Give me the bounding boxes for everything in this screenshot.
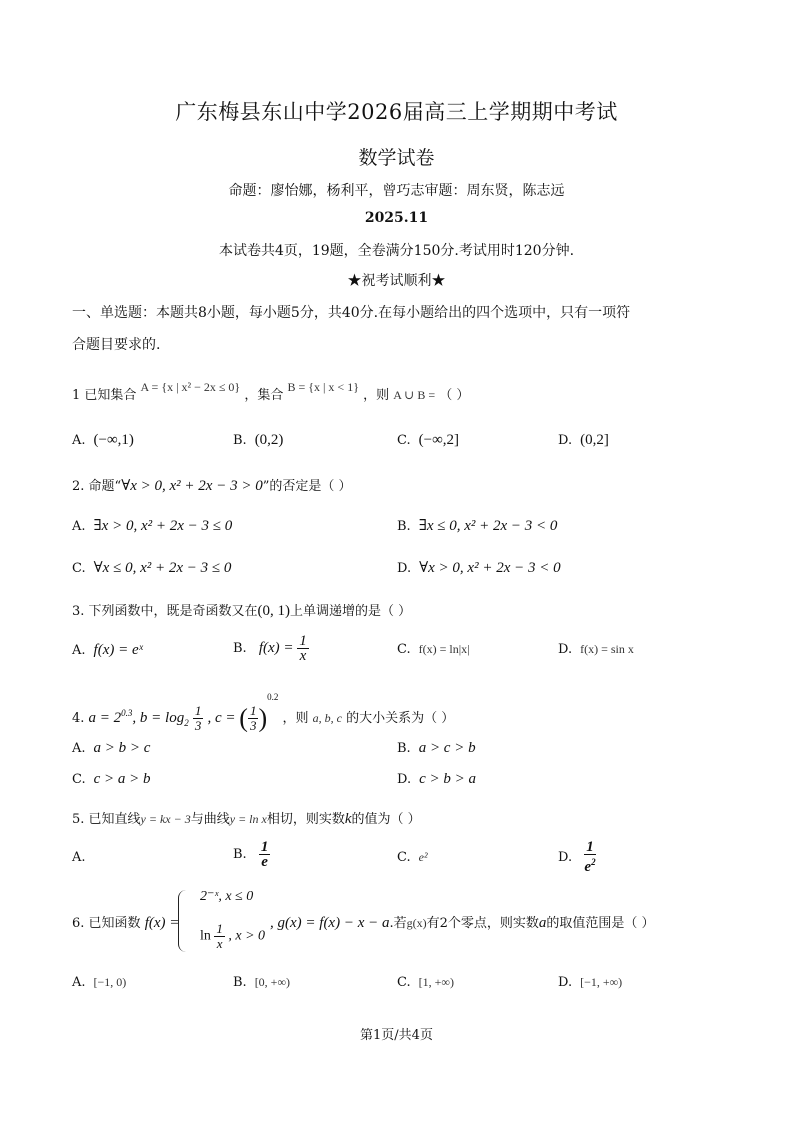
q2-option-c[interactable]: C. ∀x ≤ 0, x² + 2x − 3 ≤ 0 bbox=[72, 560, 232, 576]
q6-option-c[interactable]: C. [1, +∞) bbox=[397, 975, 454, 990]
q1-option-c[interactable]: C. (−∞,2] bbox=[397, 432, 460, 448]
exam-info: 本试卷共4页，19题，全卷满分150分.考试用时120分钟. bbox=[218, 243, 575, 259]
q1-paren: （ ） bbox=[439, 388, 470, 403]
q5-curve: y = ln x bbox=[229, 812, 267, 826]
exam-subtitle: 数学试卷 bbox=[358, 147, 435, 169]
q5-line: y = kx − 3 bbox=[140, 812, 191, 826]
question-1-stem bbox=[72, 380, 470, 403]
q6-case-2: ln $\frac{1}{x}$ , x > 0 bbox=[200, 921, 266, 951]
q5-option-c[interactable]: C. e² bbox=[397, 850, 428, 865]
q1-option-a[interactable]: A. (−∞,1) bbox=[72, 432, 134, 448]
q2-proposition: ∀x > 0, x² + 2x − 3 > 0 bbox=[121, 478, 263, 494]
q4-option-a[interactable]: A. a > b > c bbox=[72, 740, 151, 756]
q5-option-d[interactable]: D. $\frac{1}{e^2}$ bbox=[558, 839, 596, 875]
question-4-stem: 4. $a = 2^{0.3}$, $b = \log_2$ $\frac{1}{3}$ , c = ( $\frac{1}{3}$ )$^{0.2}$ ，则 a, b, c 的大小关系为（ ） bbox=[72, 692, 455, 733]
section-instruction-line2: 合题目要求的. bbox=[72, 337, 161, 353]
q1-set-a: A = {x | x² − 2x ≤ 0} bbox=[140, 380, 241, 394]
q1-text-3: ，则 bbox=[363, 388, 390, 403]
q1-option-d[interactable]: D. (0,2] bbox=[558, 432, 609, 448]
q1-set-b: B = {x | x < 1} bbox=[287, 380, 359, 394]
q1-option-b[interactable]: B. (0,2) bbox=[233, 432, 284, 448]
q5-b-fraction: $\frac{1}{e}$ bbox=[260, 839, 269, 870]
q6-option-a[interactable]: A. [−1, 0) bbox=[72, 975, 127, 990]
q5-option-a[interactable]: A. bbox=[72, 850, 86, 865]
question-6-stem: , g(x) = f(x) − x − a.若g(x)有2个零点，则实数a的取值范围是（ ） bbox=[270, 915, 655, 931]
q6-option-b[interactable]: B. [0, +∞) bbox=[233, 975, 291, 990]
q5-d-fraction: $\frac{1}{e^2}$ bbox=[584, 839, 596, 875]
q4-option-b[interactable]: B. a > c > b bbox=[397, 740, 476, 756]
q4-variables: a, b, c bbox=[312, 711, 342, 725]
q3-option-b[interactable]: B. f(x) = $\frac{1}{x}$ bbox=[233, 633, 307, 664]
q4-option-c[interactable]: C. c > a > b bbox=[72, 771, 151, 787]
q6-case-1: 2⁻ˣ, x ≤ 0 bbox=[200, 889, 254, 904]
q3-option-c[interactable]: C. f(x) = ln|x| bbox=[397, 642, 470, 657]
exam-title: 广东梅县东山中学2026届高三上学期期中考试 bbox=[175, 100, 618, 124]
piecewise-brace bbox=[178, 890, 189, 952]
q2-option-a[interactable]: A. ∃x > 0, x² + 2x − 3 ≤ 0 bbox=[72, 518, 233, 534]
exam-date: 2025.11 bbox=[364, 210, 429, 226]
q2-option-b[interactable]: B. ∃x ≤ 0, x² + 2x − 3 < 0 bbox=[397, 518, 558, 534]
authors-line: 命题：廖怡娜，杨利平，曾巧志审题：周东贤，陈志远 bbox=[228, 183, 565, 199]
q3-option-d[interactable]: D. f(x) = sin x bbox=[558, 642, 634, 657]
q1-union: A ∪ B = bbox=[393, 388, 436, 402]
q1-prefix: 1 已知集合 bbox=[72, 388, 137, 403]
q5-option-b[interactable]: B. $\frac{1}{e}$ bbox=[233, 839, 269, 870]
question-5-stem: 5. 已知直线y = kx − 3与曲线y = ln x相切，则实数k的值为（ ） bbox=[72, 811, 421, 827]
question-6-prefix: 6. 已知函数 f(x) = bbox=[72, 915, 180, 931]
good-luck-line: ★祝考试顺利★ bbox=[347, 273, 446, 289]
q1-text-2: ，集合 bbox=[244, 388, 284, 403]
question-2-stem: 2. 命题“∀x > 0, x² + 2x − 3 > 0”的否定是（ ） bbox=[72, 478, 352, 494]
section-instruction-line1: 一、单选题：本题共8小题，每小题5分，共40分.在每小题给出的四个选项中，只有一项符 bbox=[72, 305, 631, 321]
q2-option-d[interactable]: D. ∀x > 0, x² + 2x − 3 < 0 bbox=[397, 560, 561, 576]
q6-option-d[interactable]: D. [−1, +∞) bbox=[558, 975, 623, 990]
q3-option-a[interactable]: A. f(x) = eˣ bbox=[72, 642, 143, 658]
page-footer: 第1页/共4页 bbox=[360, 1028, 433, 1043]
q3-interval: (0, 1) bbox=[257, 603, 291, 619]
q3-b-fraction: $\frac{1}{x}$ bbox=[299, 633, 307, 664]
question-3-stem: 3. 下列函数中，既是奇函数又在(0, 1)上单调递增的是（ ） bbox=[72, 603, 412, 619]
q4-option-d[interactable]: D. c > b > a bbox=[397, 771, 476, 787]
